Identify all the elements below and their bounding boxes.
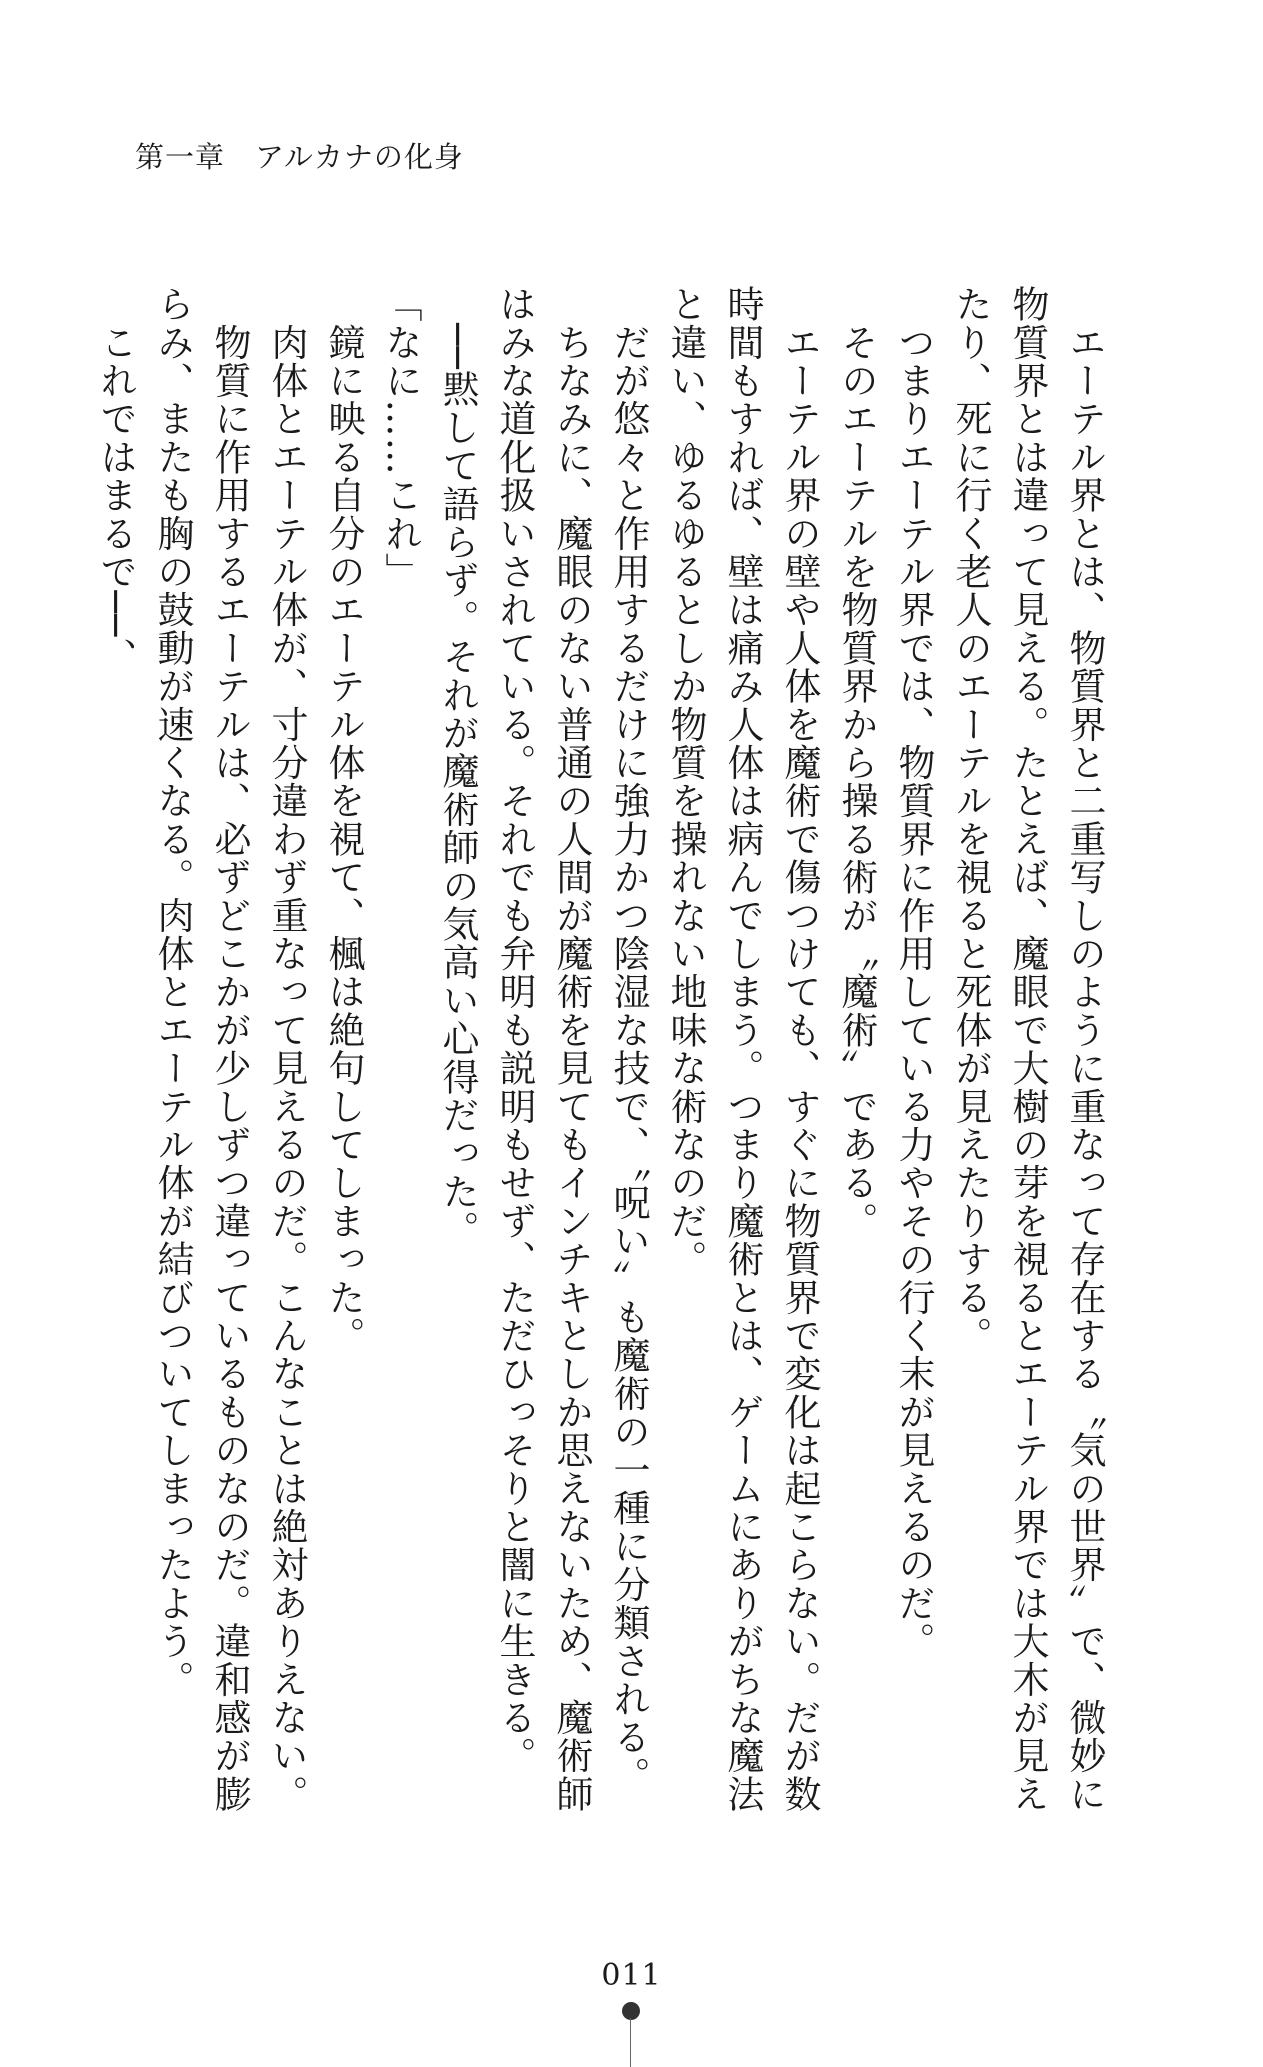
text-line: たり、死に行く老人のエーテルを視ると死体が見えたりする。	[949, 285, 992, 1355]
text-line: と違い、ゆるゆるとしか物質を操れない地味な術なのだ。	[664, 285, 707, 1279]
chapter-header: 第一章 アルカナの化身	[135, 140, 464, 174]
page-number: 011	[601, 1958, 662, 1993]
text-line: ──黙して語らず。それが魔術師の気高い心得だった。	[436, 285, 479, 1249]
text-line: エーテル界の壁や人体を魔術で傷つけても、すぐに物質界で変化は起こらない。だが数	[778, 285, 821, 1813]
text-line: エーテル界とは、物質界と二重写しのように重なって存在する〝気の世界〟で、微妙に	[1063, 285, 1106, 1813]
text-line: ちなみに、魔眼のない普通の人間が魔術を見てもインチキとしか思えないため、魔術師	[550, 285, 593, 1813]
text-line: 物質界とは違って見える。たとえば、魔眼で大樹の芽を視るとエーテル界では大木が見え	[1006, 285, 1049, 1813]
text-line: 「なに……これ」	[379, 285, 422, 591]
page-marker-dot	[622, 2002, 640, 2020]
page-marker-line	[630, 2018, 631, 2067]
body-text	[94, 285, 1113, 1813]
text-line: はみな道化扱いされている。それでも弁明も説明もせず、ただひっそりと闇に生きる。	[493, 285, 536, 1775]
text-line: そのエーテルを物質界から操る術が〝魔術〟である。	[835, 285, 878, 1240]
text-line: 肉体とエーテル体が、寸分違わず重なって見えるのだ。こんなことは絶対ありえない。	[265, 285, 308, 1813]
text-line: らみ、またも胸の鼓動が速くなる。肉体とエーテル体が結びついてしまったよう。	[151, 285, 194, 1699]
text-line: 鏡に映る自分のエーテル体を視て、楓は絶句してしまった。	[322, 285, 365, 1355]
text-line: 物質に作用するエーテルは、必ずどこかが少しずつ違っているものなのだ。違和感が膨	[208, 285, 251, 1813]
text-line: だが悠々と作用するだけに強力かつ陰湿な技で、〝呪い〟も魔術の一種に分類される。	[607, 285, 650, 1795]
text-line: これではまるで──、	[94, 285, 137, 676]
text-line: つまりエーテル界では、物質界に作用している力やその行く末が見えるのだ。	[892, 285, 935, 1661]
text-line: 時間もすれば、壁は痛み人体は病んでしまう。つまり魔術とは、ゲームにありがちな魔法	[721, 285, 764, 1813]
